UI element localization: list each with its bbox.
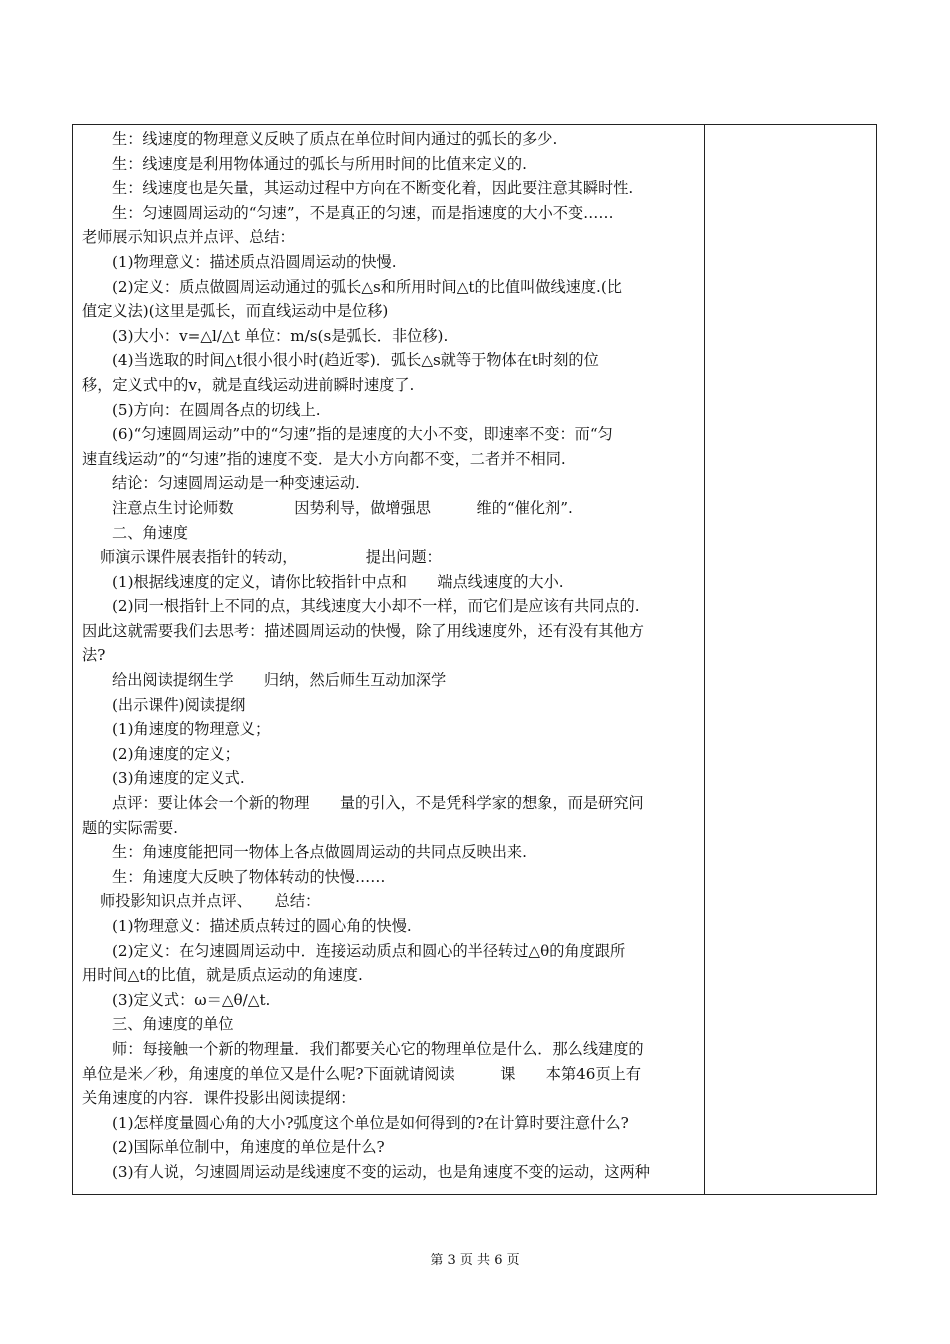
text-line: 师演示课件展表指针的转动， 提出问题： <box>100 548 442 567</box>
text-line: (3)角速度的定义式. <box>112 769 245 788</box>
text-line: 速直线运动”的“匀速”指的速度不变．是大小方向都不变，二者并不相同. <box>82 449 566 468</box>
text-line: 因此这就需要我们去思考：描述圆周运动的快慢，除了用线速度外，还有没有其他方 <box>82 621 644 640</box>
text-line: 注意点生讨论师数 因势利导，做增强思 维的“催化剂”. <box>112 498 573 517</box>
text-line: 法? <box>82 646 106 665</box>
text-line: (6)“匀速圆周运动”中的“匀速”指的是速度的大小不变，即速率不变：而“匀 <box>112 425 613 444</box>
text-line: (4)当选取的时间△t很小很小时(趋近零)．弧长△s就等于物体在t时刻的位 <box>112 351 599 370</box>
text-line: 师：每接触一个新的物理量．我们都要关心它的物理单位是什么．那么线建度的 <box>112 1039 644 1058</box>
text-line: 三、角速度的单位 <box>112 1015 234 1034</box>
text-line: 老师展示知识点并点评、总结： <box>82 228 295 247</box>
text-line: 值定义法)(这里是弧长，而直线运动中是位移) <box>82 302 389 321</box>
text-line: 给出阅读提纲生学 归纳，然后师生互动加深学 <box>112 671 447 690</box>
page-footer: 第 3 页 共 6 页 <box>430 1253 520 1268</box>
text-line: (3)大小：v=△l/△t 单位：m/s(s是弧长．非位移). <box>112 326 449 345</box>
text-line: 用时间△t的比值，就是质点运动的角速度. <box>82 966 363 985</box>
text-line: 关角速度的内容．课件投影出阅读提纲： <box>82 1089 356 1108</box>
text-line: (出示课件)阅读提纲 <box>112 695 246 714</box>
text-line: (2)角速度的定义； <box>112 744 240 763</box>
text-line: 生：线速度是利用物体通过的弧长与所用时间的比值来定义的. <box>112 154 527 173</box>
text-line: 二、角速度 <box>112 523 188 542</box>
text-line: (2)同一根指针上不同的点，其线速度大小却不一样，而它们是应该有共同点的. <box>112 597 640 616</box>
text-line: 题的实际需要. <box>82 818 178 837</box>
column-divider <box>704 125 705 1194</box>
text-line: 生：线速度的物理意义反映了质点在单位时间内通过的弧长的多少. <box>112 130 558 148</box>
text-line: (1)怎样度量圆心角的大小?弧度这个单位是如何得到的?在计算时要注意什么? <box>112 1113 629 1132</box>
text-line: (3)有人说，匀速圆周运动是线速度不变的运动，也是角速度不变的运动，这两种 <box>112 1162 650 1181</box>
text-line: (5)方向：在圆周各点的切线上. <box>112 400 321 419</box>
text-line: 生：角速度大反映了物体转动的快慢…… <box>112 867 386 886</box>
text-line: 单位是米／秒，角速度的单位又是什么呢?下面就请阅读 课 本第46页上有 <box>82 1064 642 1083</box>
text-line: 生：匀速圆周运动的“匀速”，不是真正的匀速，而是指速度的大小不变…… <box>112 203 614 222</box>
text-line: (2)定义：在匀速圆周运动中．连接运动质点和圆心的半径转过△θ的角度跟所 <box>112 941 626 960</box>
text-line: 移，定义式中的v，就是直线运动进前瞬时速度了. <box>82 375 415 394</box>
text-line: 生：线速度也是矢量，其运动过程中方向在不断变化着，因此要注意其瞬时性. <box>112 179 634 198</box>
text-line: 结论：匀速圆周运动是一种变速运动. <box>112 474 360 493</box>
text-line: (3)定义式：ω＝△θ/△t. <box>112 990 271 1009</box>
text-line: (1)角速度的物理意义； <box>112 720 271 739</box>
text-line: 师投影知识点并点评、 总结： <box>100 892 321 911</box>
text-line: 生：角速度能把同一物体上各点做圆周运动的共同点反映出来. <box>112 843 527 862</box>
text-line: (2)定义：质点做圆周运动通过的弧长△s和所用时间△t的比值叫做线速度.(比 <box>112 277 622 296</box>
main-column <box>82 127 700 1185</box>
content-table <box>72 124 877 1195</box>
text-line: (1)根据线速度的定义，请你比较指针中点和 端点线速度的大小. <box>112 572 564 591</box>
text-line: (1)物理意义：描述质点沿圆周运动的快慢. <box>112 252 397 271</box>
text-line: 点评：要让体会一个新的物理 量的引入，不是凭科学家的想象，而是研究问 <box>112 794 644 813</box>
text-line: (1)物理意义：描述质点转过的圆心角的快慢. <box>112 917 412 935</box>
text-line: (2)国际单位制中，角速度的单位是什么? <box>112 1138 385 1157</box>
